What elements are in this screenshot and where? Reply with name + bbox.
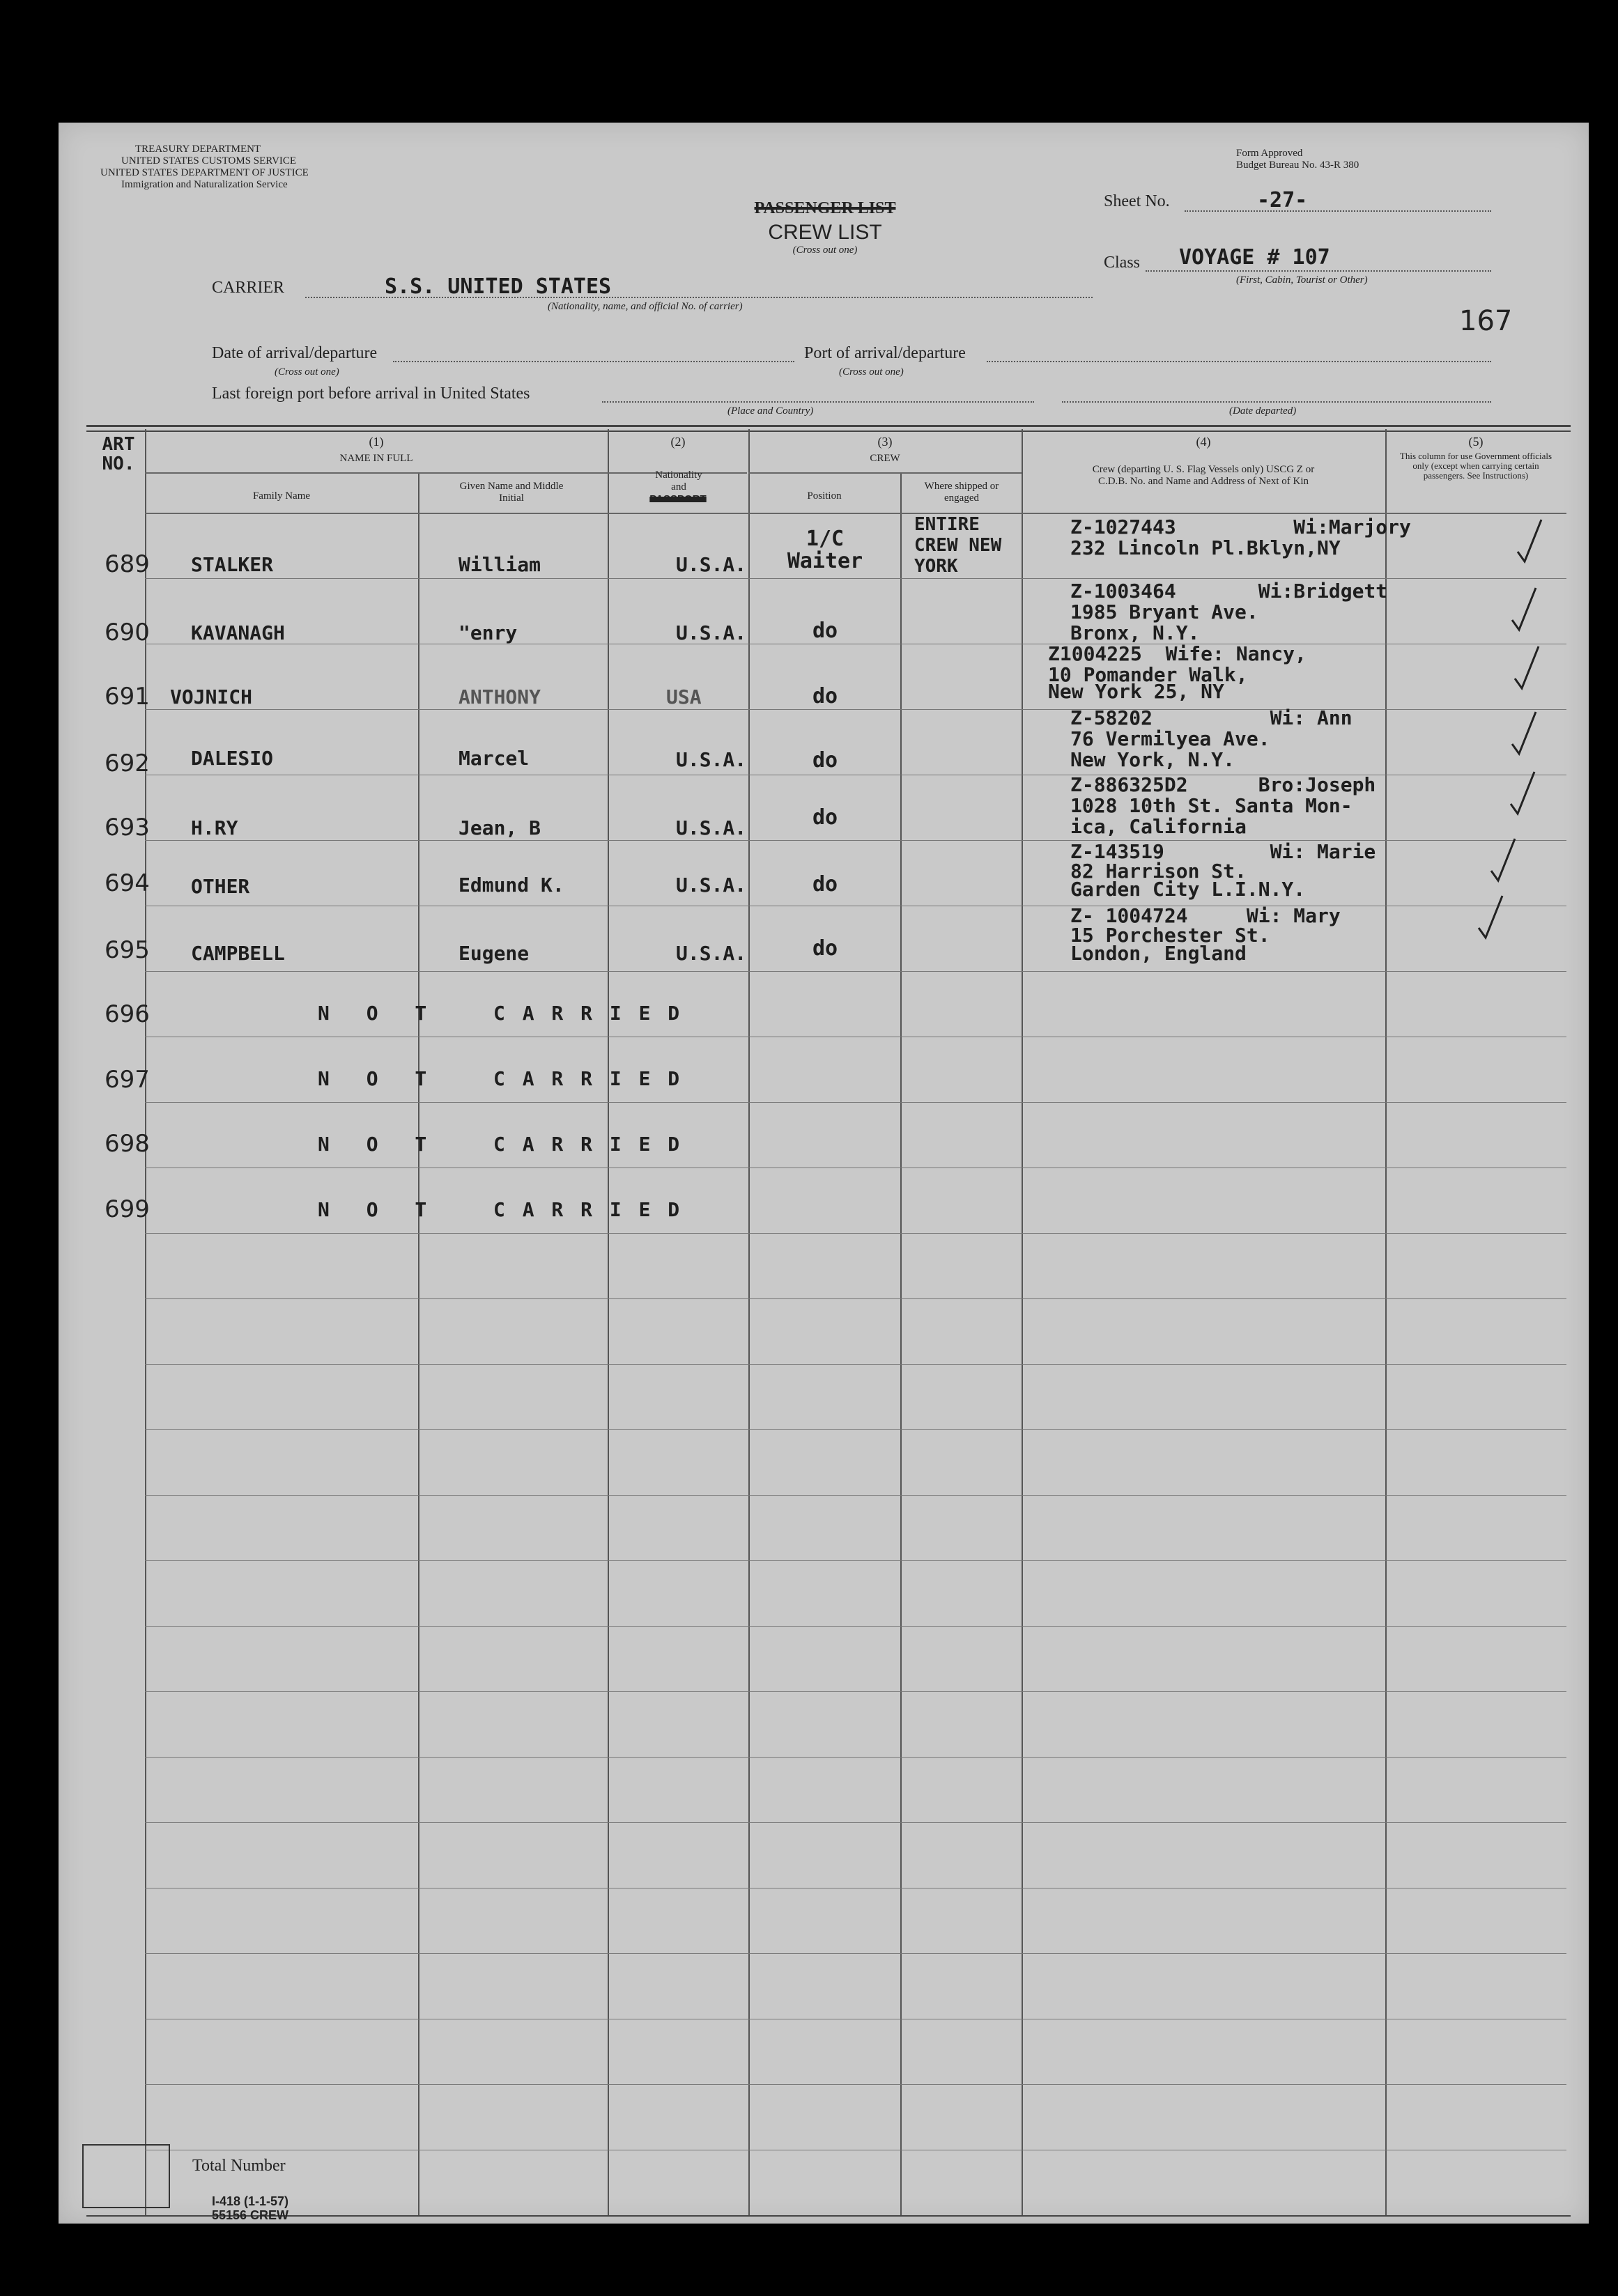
next-of-kin-line-3: Garden City L.I.N.Y.: [1070, 878, 1306, 901]
next-of-kin-line-2: 232 Lincoln Pl.Bklyn,NY: [1070, 536, 1341, 559]
family-name: KAVANAGH: [191, 621, 285, 644]
next-of-kin-line-1: Z1004225 Wife: Nancy,: [1048, 642, 1307, 665]
next-of-kin-line-2: 1028 10th St. Santa Mon-: [1070, 794, 1353, 817]
date-label: Date of arrival/departure: [212, 344, 378, 362]
agency-line-4: Immigration and Naturalization Service: [121, 179, 288, 190]
not-label: N O T: [318, 1133, 440, 1156]
next-of-kin-line-2: 10 Pomander Walk,: [1048, 663, 1248, 686]
family-name-header: Family Name: [252, 490, 311, 502]
agency-line-3: UNITED STATES DEPARTMENT OF JUSTICE: [100, 167, 309, 178]
col1-number: (1): [369, 435, 384, 449]
next-of-kin-line-3: ica, California: [1070, 815, 1247, 838]
nationality: U.S.A.: [676, 748, 747, 771]
row-rule: [145, 1429, 1566, 1430]
not-label: N O T: [318, 1067, 440, 1090]
port-line: [987, 361, 1491, 362]
budget-bureau: Budget Bureau No. 43-R 380: [1236, 160, 1359, 171]
nationality-header: Nationality and: [655, 470, 702, 492]
col-divider-shipped: [1022, 429, 1023, 2215]
form-number: I-418 (1-1-57): [212, 2194, 289, 2208]
form-approved-block: [1236, 148, 1359, 171]
check-mark-icon: [1509, 709, 1537, 758]
check-mark-icon: [1476, 893, 1504, 942]
next-of-kin-line-2: 1985 Bryant Ave.: [1070, 600, 1258, 623]
sheet-label: Sheet No.: [1104, 192, 1170, 210]
carried-label: C A R R I E D: [493, 1067, 683, 1090]
crossed-title: PASSENGER LIST: [754, 199, 896, 217]
family-name: H.RY: [191, 816, 238, 839]
nationality: U.S.A.: [676, 942, 747, 965]
total-number-box: [82, 2144, 170, 2208]
sheet-line: [1185, 210, 1491, 212]
position-header: Position: [807, 490, 842, 502]
next-of-kin-line-2: 82 Harrison St.: [1070, 860, 1247, 883]
next-of-kin-line-1: Z-143519 Wi: Marie: [1070, 840, 1376, 863]
given-name: Eugene: [459, 942, 530, 965]
col-divider-given: [608, 429, 609, 2215]
col5-title: This column for use Government officials only (except when carrying certain passengers. See Instructions): [1399, 451, 1552, 481]
carried-label: C A R R I E D: [493, 1002, 683, 1025]
next-of-kin-line-2: 76 Vermilyea Ave.: [1070, 727, 1270, 750]
next-of-kin-line-1: Z-886325D2 Bro:Joseph: [1070, 773, 1376, 796]
col3-title: CREW: [870, 453, 900, 464]
col-divider-family: [418, 474, 419, 2215]
place-hint: (Place and Country): [727, 405, 814, 417]
row-rule: [145, 578, 1566, 579]
position: do: [812, 805, 838, 830]
port-label: Port of arrival/departure: [804, 344, 966, 362]
position: do: [812, 872, 838, 897]
art-number: 691: [105, 683, 150, 711]
next-of-kin-line-3: London, England: [1070, 942, 1247, 965]
row-rule: [145, 2084, 1566, 2085]
next-of-kin-line-1: Z-58202 Wi: Ann: [1070, 706, 1353, 729]
form-crew-code: 55156 CREW: [212, 2208, 289, 2222]
position: do: [812, 619, 838, 643]
sheet-value: -27-: [1257, 188, 1308, 212]
given-name: Jean, B: [459, 816, 541, 839]
art-number: 694: [105, 869, 150, 897]
col4-title: Crew (departing U. S. Flag Vessels only) USCG Z or C.D.B. No. and Name and Address of Next of Kin: [1092, 464, 1315, 487]
nationality: U.S.A.: [676, 553, 747, 576]
date-departed-line: [1062, 401, 1491, 403]
not-label: N O T: [318, 1198, 440, 1221]
last-port-label: Last foreign port before arrival in United States: [212, 385, 530, 403]
next-of-kin-line-1: Z-1003464 Wi:Bridgett: [1070, 580, 1388, 603]
col1-title: NAME IN FULL: [339, 453, 413, 464]
row-rule: [145, 1495, 1566, 1496]
title-block: [727, 199, 923, 256]
agency-block: [100, 144, 309, 191]
carried-label: C A R R I E D: [493, 1133, 683, 1156]
art-number: 690: [105, 619, 150, 646]
carrier-label: CARRIER: [212, 279, 285, 297]
date-line: [393, 361, 794, 362]
art-number: 696: [105, 1000, 150, 1028]
position: do: [812, 684, 838, 708]
next-of-kin-line-3: Bronx, N.Y.: [1070, 621, 1200, 644]
col4-number: (4): [1196, 435, 1211, 449]
position: do: [812, 748, 838, 773]
class-value: VOYAGE # 107: [1179, 245, 1330, 270]
agency-line-2: UNITED STATES CUSTOMS SERVICE: [121, 155, 297, 166]
port-hint: (Cross out one): [839, 366, 904, 378]
carrier-hint: (Nationality, name, and official No. of carrier): [548, 301, 743, 312]
row-rule: [145, 1298, 1566, 1299]
family-name: VOJNICH: [170, 685, 253, 708]
nationality: USA: [666, 685, 702, 708]
given-name: William: [459, 553, 541, 576]
check-mark-icon: [1508, 769, 1536, 818]
art-number: 692: [105, 750, 150, 777]
next-of-kin-line-2: 15 Porchester St.: [1070, 924, 1270, 947]
nationality: U.S.A.: [676, 816, 747, 839]
col-divider-position: [900, 474, 902, 2215]
total-number-label: Total Number: [192, 2157, 286, 2175]
nationality-crossed: PASSPORT: [649, 493, 707, 505]
last-port-line: [602, 401, 1034, 403]
agency-line-1: TREASURY DEPARTMENT: [135, 144, 261, 155]
col-divider-kin: [1385, 429, 1387, 2215]
art-number: 697: [105, 1066, 150, 1094]
date-hint: (Cross out one): [275, 366, 339, 378]
stamp-number: 167: [1459, 305, 1513, 337]
row-rule: [145, 1953, 1566, 1954]
table-top-rule-2: [86, 430, 1571, 432]
class-label: Class: [1104, 254, 1141, 272]
row-rule: [145, 709, 1566, 710]
family-name: OTHER: [191, 875, 250, 898]
check-mark-icon: [1512, 644, 1540, 692]
col3-number: (3): [877, 435, 893, 449]
carried-label: C A R R I E D: [493, 1198, 683, 1221]
date-departed-hint: (Date departed): [1229, 405, 1297, 417]
row-rule: [145, 1626, 1566, 1627]
class-hint: (First, Cabin, Tourist or Other): [1236, 274, 1368, 286]
not-label: N O T: [318, 1002, 440, 1025]
crew-list-form: [59, 123, 1589, 2224]
sub-header-rule-3: [748, 472, 1022, 474]
given-name-header: Given Name and Middle Initial: [459, 481, 564, 504]
position: do: [812, 936, 838, 961]
family-name: CAMPBELL: [191, 942, 285, 965]
art-number: 695: [105, 936, 150, 964]
art-no-header: ART NO.: [102, 434, 135, 474]
table-top-rule: [86, 425, 1571, 427]
given-name: Edmund K.: [459, 874, 564, 897]
check-mark-icon: [1509, 585, 1537, 634]
row-rule: [145, 1233, 1566, 1234]
art-number: 699: [105, 1195, 150, 1223]
where-shipped: ENTIRE CREW NEW YORK: [914, 514, 1002, 577]
row-rule: [145, 971, 1566, 972]
header-bottom-rule: [145, 513, 1566, 514]
art-number: 693: [105, 814, 150, 841]
position: 1/C Waiter: [787, 527, 863, 573]
table-bottom-rule: [86, 2215, 1571, 2217]
where-shipped-header: Where shipped or engaged: [924, 481, 999, 504]
given-name: "enry: [459, 621, 518, 644]
form-approved: Form Approved: [1236, 148, 1303, 159]
col5-number: (5): [1468, 435, 1484, 449]
next-of-kin-line-3: New York 25, NY: [1048, 680, 1224, 703]
form-title: CREW LIST: [768, 221, 882, 244]
check-mark-icon: [1488, 836, 1516, 885]
nationality: U.S.A.: [676, 874, 747, 897]
row-rule: [145, 1102, 1566, 1103]
check-mark-icon: [1515, 517, 1543, 566]
row-rule: [145, 1822, 1566, 1823]
art-number: 689: [105, 550, 150, 578]
next-of-kin-line-1: Z-1027443 Wi:Marjory: [1070, 515, 1411, 538]
row-rule: [145, 1364, 1566, 1365]
row-rule: [145, 1757, 1566, 1758]
col2-number: (2): [670, 435, 686, 449]
next-of-kin-line-1: Z- 1004724 Wi: Mary: [1070, 904, 1341, 927]
given-name: Marcel: [459, 747, 530, 770]
family-name: DALESIO: [191, 747, 274, 770]
family-name: STALKER: [191, 553, 274, 576]
col-divider-nationality: [748, 429, 750, 2215]
given-name: ANTHONY: [459, 685, 541, 708]
art-number: 698: [105, 1130, 150, 1158]
title-cross-out-hint: (Cross out one): [792, 245, 858, 256]
class-line: [1146, 270, 1491, 272]
row-rule: [145, 1560, 1566, 1561]
nationality: U.S.A.: [676, 621, 747, 644]
carrier-value: S.S. UNITED STATES: [385, 274, 612, 299]
row-rule: [145, 1691, 1566, 1692]
next-of-kin-line-3: New York, N.Y.: [1070, 748, 1235, 771]
